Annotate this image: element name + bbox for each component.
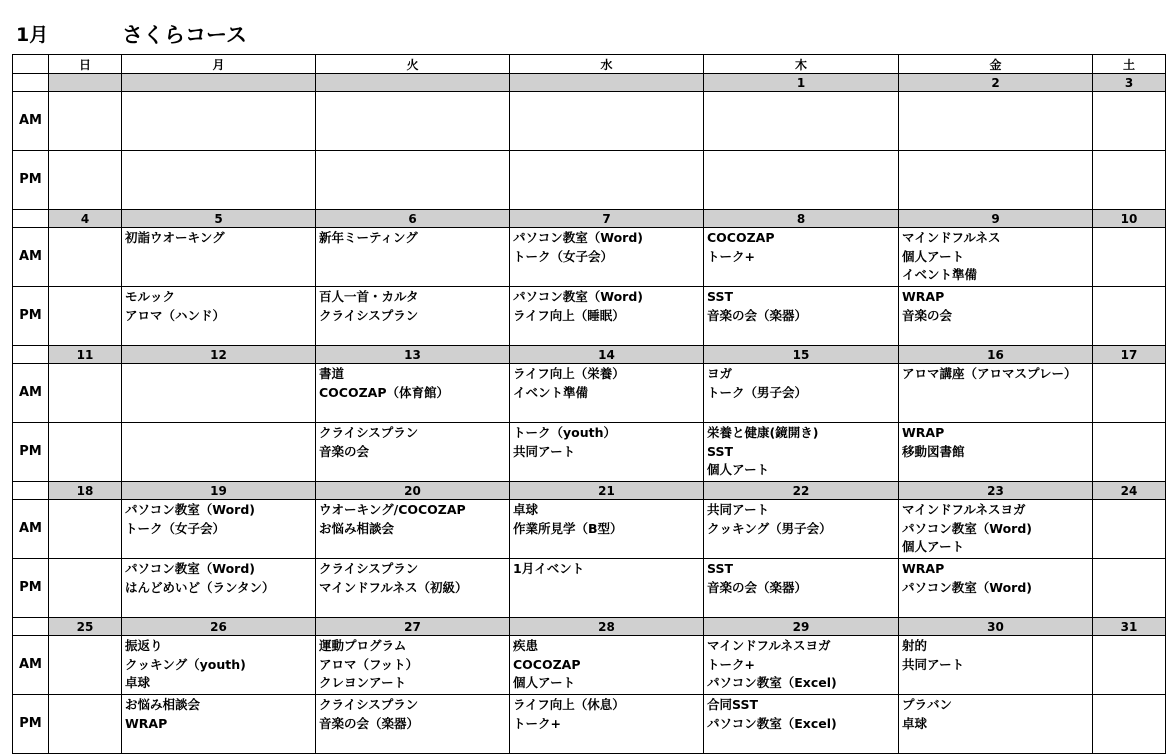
activity-item: トーク+ bbox=[707, 656, 755, 672]
activity-cell bbox=[1093, 364, 1166, 423]
activity-item: アロマ（フット） bbox=[319, 656, 419, 672]
activity-item: クッキング（youth) bbox=[125, 656, 246, 672]
pm-row bbox=[13, 695, 1166, 754]
activity-cell bbox=[899, 695, 1093, 754]
activity-item: 卓球 bbox=[513, 502, 539, 517]
date-cell: 29 bbox=[704, 618, 899, 636]
activity-item: クライシスプラン bbox=[319, 425, 419, 440]
calendar-body bbox=[13, 74, 1166, 754]
activity-cell bbox=[704, 364, 899, 423]
date-cell: 20 bbox=[316, 482, 510, 500]
activity-cell bbox=[316, 500, 510, 559]
activity-cell bbox=[49, 636, 122, 695]
activity-cell bbox=[510, 287, 704, 346]
weekday-sat: 土 bbox=[1093, 55, 1166, 74]
activity-cell bbox=[704, 695, 899, 754]
pm-row bbox=[13, 151, 1166, 210]
activity-item: パソコン教室（Word) bbox=[902, 579, 1033, 595]
date-row-label bbox=[13, 482, 49, 500]
date-row bbox=[13, 210, 1166, 228]
activity-item: お悩み相談会 bbox=[125, 697, 201, 712]
date-cell bbox=[122, 74, 316, 92]
date-row bbox=[13, 74, 1166, 92]
activity-item: ライフ向上（栄養） bbox=[513, 366, 625, 381]
activity-item: WRAP bbox=[902, 289, 945, 304]
date-cell: 10 bbox=[1093, 210, 1166, 228]
activity-item: 射的 bbox=[902, 638, 928, 653]
date-cell: 2 bbox=[899, 74, 1093, 92]
activity-item: 個人アート bbox=[902, 248, 965, 264]
date-cell: 13 bbox=[316, 346, 510, 364]
activity-item: パソコン教室（Word) bbox=[513, 289, 644, 304]
activity-item: WRAP bbox=[125, 715, 168, 731]
pm-label: PM bbox=[13, 695, 49, 754]
activity-item: モルック bbox=[125, 289, 176, 304]
activity-cell bbox=[316, 364, 510, 423]
activity-cell bbox=[704, 92, 899, 151]
am-row bbox=[13, 228, 1166, 287]
activity-item: ウオーキング/COCOZAP bbox=[319, 502, 466, 517]
am-label: AM bbox=[13, 364, 49, 423]
activity-cell bbox=[122, 151, 316, 210]
date-cell: 23 bbox=[899, 482, 1093, 500]
activity-cell bbox=[704, 500, 899, 559]
am-label: AM bbox=[13, 228, 49, 287]
pm-row bbox=[13, 423, 1166, 482]
date-cell: 21 bbox=[510, 482, 704, 500]
date-row-label bbox=[13, 210, 49, 228]
activity-item: SST bbox=[707, 443, 733, 459]
activity-item: 音楽の会（楽器） bbox=[707, 307, 808, 323]
activity-item: 音楽の会 bbox=[319, 443, 370, 459]
activity-item: 作業所見学（B型） bbox=[513, 520, 623, 536]
activity-cell bbox=[1093, 151, 1166, 210]
date-cell: 5 bbox=[122, 210, 316, 228]
activity-item: マインドフルネスヨガ bbox=[707, 638, 831, 653]
activity-cell bbox=[49, 559, 122, 618]
activity-item: パソコン教室（Excel) bbox=[707, 675, 837, 690]
activity-item: COCOZAP bbox=[707, 230, 775, 245]
activity-item: マインドフルネスヨガ bbox=[902, 502, 1026, 517]
date-row bbox=[13, 618, 1166, 636]
activity-item: パソコン教室（Word) bbox=[513, 230, 644, 245]
month-title: 1月 bbox=[16, 24, 49, 46]
activity-item: SST bbox=[707, 561, 733, 576]
weekday-tue: 火 bbox=[316, 55, 510, 74]
weekday-wed: 水 bbox=[510, 55, 704, 74]
date-row-label bbox=[13, 618, 49, 636]
activity-cell bbox=[1093, 423, 1166, 482]
activity-cell bbox=[316, 151, 510, 210]
activity-cell bbox=[316, 423, 510, 482]
activity-item: COCOZAP bbox=[513, 656, 581, 672]
activity-item: マインドフルネス bbox=[902, 230, 1001, 245]
activity-cell bbox=[49, 92, 122, 151]
activity-cell bbox=[510, 151, 704, 210]
schedule-table bbox=[12, 54, 1166, 754]
activity-item: 共同アート bbox=[902, 656, 965, 672]
date-cell: 24 bbox=[1093, 482, 1166, 500]
activity-cell bbox=[316, 559, 510, 618]
activity-cell bbox=[1093, 287, 1166, 346]
date-cell bbox=[49, 74, 122, 92]
pm-label: PM bbox=[13, 423, 49, 482]
activity-item: ヨガ bbox=[707, 366, 733, 381]
activity-item: パソコン教室（Word) bbox=[125, 502, 256, 517]
activity-cell bbox=[510, 636, 704, 695]
activity-cell bbox=[316, 695, 510, 754]
activity-item: 合同SST bbox=[707, 697, 758, 712]
activity-item: COCOZAP（体育館） bbox=[319, 384, 449, 400]
weekday-thu: 木 bbox=[704, 55, 899, 74]
date-cell: 7 bbox=[510, 210, 704, 228]
pm-row bbox=[13, 559, 1166, 618]
date-cell: 17 bbox=[1093, 346, 1166, 364]
activity-cell bbox=[316, 92, 510, 151]
activity-item: アロマ（ハンド） bbox=[125, 307, 226, 323]
date-cell: 27 bbox=[316, 618, 510, 636]
date-cell: 12 bbox=[122, 346, 316, 364]
activity-item: クライシスプラン bbox=[319, 561, 419, 576]
activity-item: 音楽の会（楽器） bbox=[319, 715, 420, 731]
date-cell: 1 bbox=[704, 74, 899, 92]
activity-item: ライフ向上（休息） bbox=[513, 697, 625, 712]
activity-cell bbox=[316, 228, 510, 287]
activity-item: 移動図書館 bbox=[902, 443, 965, 459]
activity-cell bbox=[510, 500, 704, 559]
date-cell: 18 bbox=[49, 482, 122, 500]
activity-item: クライシスプラン bbox=[319, 697, 419, 712]
activity-item: 個人アート bbox=[902, 539, 965, 554]
activity-item: 初詣ウオーキング bbox=[125, 230, 225, 245]
activity-item: パソコン教室（Word) bbox=[902, 520, 1033, 536]
date-cell: 11 bbox=[49, 346, 122, 364]
pm-label: PM bbox=[13, 151, 49, 210]
activity-cell bbox=[899, 500, 1093, 559]
activity-cell bbox=[49, 423, 122, 482]
activity-item: 書道 bbox=[319, 366, 345, 381]
am-label: AM bbox=[13, 92, 49, 151]
activity-item: 百人一首・カルタ bbox=[319, 289, 419, 304]
activity-item: トーク+ bbox=[513, 715, 561, 731]
activity-item: 共同アート bbox=[707, 502, 770, 517]
activity-cell bbox=[1093, 500, 1166, 559]
activity-item: クッキング（男子会） bbox=[707, 520, 832, 536]
activity-item: 新年ミーティング bbox=[319, 230, 418, 245]
activity-item: トーク（男子会） bbox=[707, 384, 808, 400]
date-cell: 28 bbox=[510, 618, 704, 636]
date-cell: 31 bbox=[1093, 618, 1166, 636]
activity-item: 共同アート bbox=[513, 443, 576, 459]
activity-cell bbox=[122, 500, 316, 559]
activity-cell bbox=[510, 228, 704, 287]
date-row bbox=[13, 482, 1166, 500]
activity-cell bbox=[122, 287, 316, 346]
activity-item: WRAP bbox=[902, 561, 945, 576]
activity-cell bbox=[49, 500, 122, 559]
activity-cell bbox=[704, 228, 899, 287]
activity-item: 疾患 bbox=[513, 638, 539, 653]
date-cell: 22 bbox=[704, 482, 899, 500]
activity-cell bbox=[1093, 92, 1166, 151]
date-cell: 9 bbox=[899, 210, 1093, 228]
activity-item: 運動プログラム bbox=[319, 638, 407, 653]
date-cell bbox=[316, 74, 510, 92]
activity-cell bbox=[899, 559, 1093, 618]
activity-item: クレヨンアート bbox=[319, 675, 407, 690]
activity-item: 卓球 bbox=[902, 715, 928, 731]
activity-cell bbox=[899, 636, 1093, 695]
activity-item: クライシスプラン bbox=[319, 307, 419, 323]
activity-item: 音楽の会 bbox=[902, 307, 953, 323]
activity-cell bbox=[899, 364, 1093, 423]
activity-item: マインドフルネス（初級） bbox=[319, 579, 468, 595]
activity-cell bbox=[899, 287, 1093, 346]
activity-cell bbox=[510, 559, 704, 618]
date-cell: 30 bbox=[899, 618, 1093, 636]
activity-item: 卓球 bbox=[125, 675, 151, 690]
am-row bbox=[13, 500, 1166, 559]
activity-item: 個人アート bbox=[707, 462, 770, 477]
am-row bbox=[13, 92, 1166, 151]
activity-cell bbox=[704, 287, 899, 346]
activity-item: 音楽の会（楽器） bbox=[707, 579, 808, 595]
activity-cell bbox=[316, 636, 510, 695]
course-title: さくらコース bbox=[122, 23, 247, 47]
pm-row bbox=[13, 287, 1166, 346]
weekday-fri: 金 bbox=[899, 55, 1093, 74]
date-cell bbox=[510, 74, 704, 92]
activity-cell bbox=[704, 636, 899, 695]
activity-item: SST bbox=[707, 289, 733, 304]
activity-cell bbox=[49, 151, 122, 210]
pm-label: PM bbox=[13, 287, 49, 346]
activity-item: 1月イベント bbox=[513, 561, 585, 576]
activity-cell bbox=[122, 695, 316, 754]
activity-cell bbox=[49, 287, 122, 346]
activity-cell bbox=[122, 92, 316, 151]
activity-cell bbox=[899, 228, 1093, 287]
date-cell: 4 bbox=[49, 210, 122, 228]
activity-item: トーク（女子会） bbox=[125, 520, 226, 536]
activity-cell bbox=[1093, 636, 1166, 695]
am-row bbox=[13, 364, 1166, 423]
activity-cell bbox=[122, 364, 316, 423]
activity-cell bbox=[704, 423, 899, 482]
activity-cell bbox=[49, 364, 122, 423]
date-row bbox=[13, 346, 1166, 364]
weekday-header-row bbox=[13, 55, 1166, 74]
activity-cell bbox=[899, 92, 1093, 151]
activity-item: 個人アート bbox=[513, 675, 576, 690]
activity-cell bbox=[510, 364, 704, 423]
activity-cell bbox=[122, 559, 316, 618]
activity-cell bbox=[122, 423, 316, 482]
date-cell: 14 bbox=[510, 346, 704, 364]
activity-cell bbox=[122, 636, 316, 695]
activity-cell bbox=[1093, 228, 1166, 287]
activity-cell bbox=[704, 559, 899, 618]
date-cell: 8 bbox=[704, 210, 899, 228]
date-cell: 26 bbox=[122, 618, 316, 636]
activity-cell bbox=[49, 228, 122, 287]
activity-item: はんどめいど（ランタン） bbox=[125, 579, 275, 595]
activity-cell bbox=[510, 92, 704, 151]
date-row-label bbox=[13, 74, 49, 92]
corner-cell bbox=[13, 55, 49, 74]
activity-item: トーク（女子会） bbox=[513, 248, 614, 264]
date-cell: 25 bbox=[49, 618, 122, 636]
activity-item: トーク+ bbox=[707, 248, 755, 264]
activity-cell bbox=[316, 287, 510, 346]
am-label: AM bbox=[13, 636, 49, 695]
activity-cell bbox=[899, 423, 1093, 482]
activity-cell bbox=[510, 695, 704, 754]
activity-item: 振返り bbox=[125, 638, 163, 653]
activity-item: パソコン教室（Word) bbox=[125, 561, 256, 576]
date-cell: 6 bbox=[316, 210, 510, 228]
activity-cell bbox=[1093, 559, 1166, 618]
activity-item: トーク（youth） bbox=[513, 425, 617, 440]
activity-item: イベント準備 bbox=[902, 267, 978, 282]
activity-item: WRAP bbox=[902, 425, 945, 440]
activity-item: イベント準備 bbox=[513, 384, 589, 400]
activity-cell bbox=[1093, 695, 1166, 754]
pm-label: PM bbox=[13, 559, 49, 618]
date-cell: 3 bbox=[1093, 74, 1166, 92]
date-row-label bbox=[13, 346, 49, 364]
activity-item: アロマ講座（アロマスプレー） bbox=[902, 366, 1077, 381]
activity-cell bbox=[49, 695, 122, 754]
activity-cell bbox=[899, 151, 1093, 210]
am-row bbox=[13, 636, 1166, 695]
activity-item: ライフ向上（睡眠） bbox=[513, 307, 625, 323]
activity-cell bbox=[704, 151, 899, 210]
activity-cell bbox=[122, 228, 316, 287]
activity-cell bbox=[510, 423, 704, 482]
date-cell: 16 bbox=[899, 346, 1093, 364]
activity-item: パソコン教室（Excel) bbox=[707, 715, 837, 731]
weekday-mon: 月 bbox=[122, 55, 316, 74]
am-label: AM bbox=[13, 500, 49, 559]
activity-item: プラバン bbox=[902, 697, 953, 712]
activity-item: 栄養と健康(鏡開き) bbox=[707, 425, 819, 440]
date-cell: 15 bbox=[704, 346, 899, 364]
date-cell: 19 bbox=[122, 482, 316, 500]
activity-item: お悩み相談会 bbox=[319, 520, 395, 536]
weekday-sun: 日 bbox=[49, 55, 122, 74]
